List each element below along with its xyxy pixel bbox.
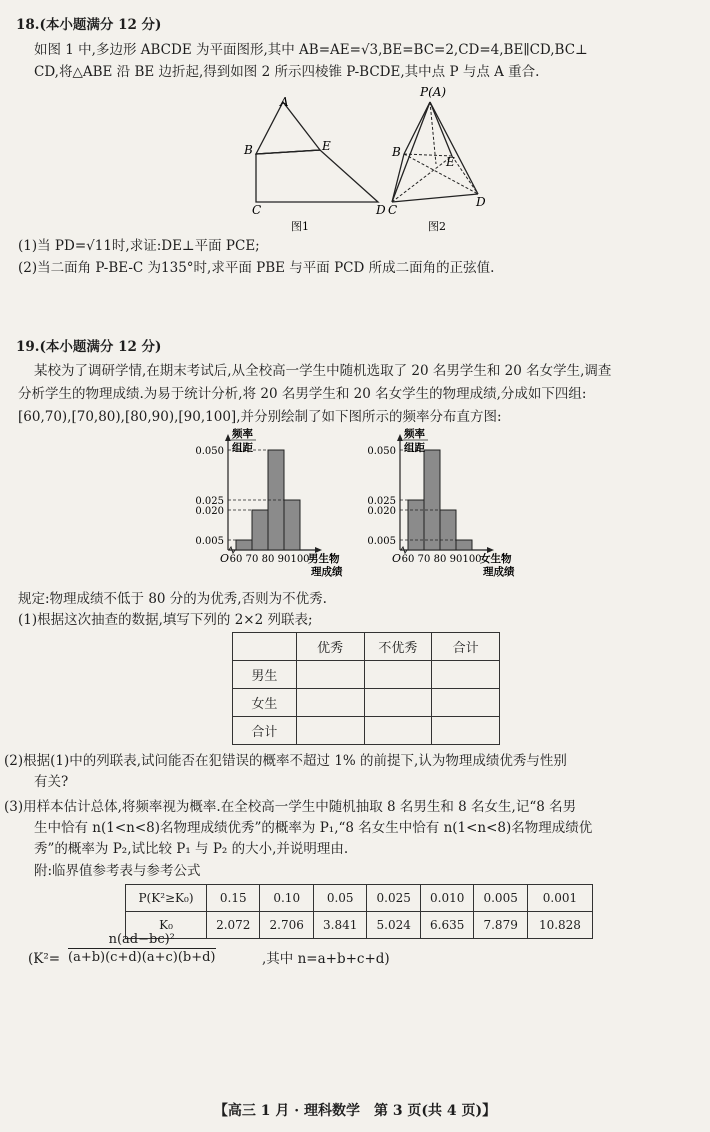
cv-k: 7.879 bbox=[474, 912, 527, 939]
q18-text-line1: 如图 1 中,多边形 ABCDE 为平面图形,其中 AB=AE=√3,BE=BC=2,CD=4,BE∥CD,BC⊥ bbox=[34, 42, 588, 58]
cv-row-label-k: K₀ bbox=[126, 912, 207, 939]
y-tick-label: 0.050 bbox=[195, 446, 224, 457]
histogram-bar bbox=[236, 540, 252, 550]
figure-1 bbox=[238, 92, 388, 232]
ct-row-female: 女生 bbox=[233, 689, 297, 717]
q19-appendix: 附:临界值参考表与参考公式 bbox=[34, 863, 201, 879]
y-tick-label: 0.020 bbox=[195, 506, 224, 517]
ct-cell bbox=[296, 717, 364, 745]
ct-cell bbox=[364, 717, 432, 745]
ct-header-excellent: 优秀 bbox=[296, 633, 364, 661]
fig2-label-d: D bbox=[476, 195, 486, 209]
formula-numerator: n(ad−bc)² bbox=[68, 932, 216, 949]
q19-header: 19.(本小题满分 12 分) bbox=[16, 339, 162, 355]
fig1-caption: 图1 bbox=[291, 220, 309, 232]
formula-fraction bbox=[68, 932, 216, 965]
q19-part3-line1: (3)用样本估计总体,将频率视为概率.在全校高一学生中随机抽取 8 名男生和 8 名女生,记“8 名男 bbox=[4, 799, 577, 815]
cv-k: 2.072 bbox=[207, 912, 260, 939]
histogram-bar bbox=[440, 510, 456, 550]
cv-k: 2.706 bbox=[260, 912, 313, 939]
ct-header-blank bbox=[233, 633, 297, 661]
critical-value-table bbox=[125, 884, 593, 939]
y-tick-label: 0.005 bbox=[195, 536, 224, 547]
x-label: 女生物 bbox=[480, 553, 512, 565]
fig1-label-a: A bbox=[280, 95, 289, 109]
ct-cell bbox=[432, 661, 500, 689]
cv-k: 3.841 bbox=[313, 912, 366, 939]
x-tick-label: 90 bbox=[449, 554, 463, 565]
x-tick-label: 100 bbox=[290, 554, 310, 565]
histogram-bar bbox=[408, 500, 424, 550]
fig1-label-c: C bbox=[252, 203, 262, 217]
cv-k: 6.635 bbox=[420, 912, 473, 939]
fig1-label-b: B bbox=[244, 143, 253, 157]
x-label-line2: 理成绩 bbox=[311, 566, 343, 578]
y-tick-label: 0.005 bbox=[367, 536, 396, 547]
y-label-top: 频率 bbox=[404, 428, 425, 440]
y-label-bottom: 组距 bbox=[232, 442, 253, 454]
cv-p: 0.15 bbox=[207, 885, 260, 912]
q19-part2-line2: 有关? bbox=[34, 774, 69, 790]
histogram-bar bbox=[456, 540, 472, 550]
contingency-table bbox=[232, 632, 500, 745]
figure-2 bbox=[386, 84, 506, 234]
x-tick-label: 90 bbox=[277, 554, 291, 565]
ct-cell bbox=[364, 661, 432, 689]
q19-text-line3: [60,70),[70,80),[80,90),[90,100],并分别绘制了如下图所示的频率分布直方图: bbox=[18, 409, 502, 425]
cv-p: 0.005 bbox=[474, 885, 527, 912]
q18-header: 18.(本小题满分 12 分) bbox=[16, 17, 162, 33]
fig2-label-e: E bbox=[446, 155, 455, 169]
cv-p: 0.001 bbox=[527, 885, 592, 912]
x-tick-label: 80 bbox=[261, 554, 275, 565]
x-label-line2: 理成绩 bbox=[483, 566, 515, 578]
y-axis-arrow bbox=[397, 434, 403, 441]
x-tick-label: 80 bbox=[433, 554, 447, 565]
cv-row-label-p: P(K²≥K₀) bbox=[126, 885, 207, 912]
q19-part3-line2: 生中恰有 n(1<n<8)名物理成绩优秀”的概率为 P₁,“8 名女生中恰有 n(1<n<8)名物理成绩优 bbox=[34, 820, 593, 836]
y-tick-label: 0.025 bbox=[367, 496, 396, 507]
x-label: 男生物 bbox=[308, 553, 340, 565]
fig1-label-e: E bbox=[322, 139, 331, 153]
formula-rhs: ,其中 n=a+b+c+d) bbox=[262, 951, 390, 967]
origin-label: O bbox=[392, 552, 402, 565]
q19-part1: (1)根据这次抽查的数据,填写下列的 2×2 列联表; bbox=[18, 612, 313, 628]
y-axis-arrow bbox=[225, 434, 231, 441]
ct-cell bbox=[364, 689, 432, 717]
ct-cell bbox=[432, 689, 500, 717]
histogram-bar bbox=[424, 450, 440, 550]
ct-cell bbox=[432, 717, 500, 745]
formula-denominator: (a+b)(c+d)(a+c)(b+d) bbox=[68, 950, 216, 965]
cv-p: 0.010 bbox=[420, 885, 473, 912]
cv-k: 10.828 bbox=[527, 912, 592, 939]
y-tick-label: 0.025 bbox=[195, 496, 224, 507]
ct-header-total: 合计 bbox=[432, 633, 500, 661]
y-tick-label: 0.050 bbox=[367, 446, 396, 457]
formula-lhs: (K²= bbox=[28, 951, 61, 967]
fig2-label-c: C bbox=[388, 203, 398, 217]
ct-row-total: 合计 bbox=[233, 717, 297, 745]
q19-part3-line3: 秀”的概率为 P₂,试比较 P₁ 与 P₂ 的大小,并说明理由. bbox=[34, 841, 349, 857]
fig2-label-b: B bbox=[392, 145, 401, 159]
x-tick-label: 100 bbox=[462, 554, 482, 565]
q19-text-line1: 某校为了调研学情,在期末考试后,从全校高一学生中随机选取了 20 名男学生和 20 名女学生,调查 bbox=[34, 363, 612, 379]
x-tick-label: 70 bbox=[245, 554, 259, 565]
cv-p: 0.025 bbox=[367, 885, 420, 912]
q18-text-line2: CD,将△ABE 沿 BE 边折起,得到如图 2 所示四棱锥 P-BCDE,其中点 P 与点 A 重合. bbox=[34, 64, 540, 80]
page-footer: 【高三 1 月 · 理科数学 第 3 页(共 4 页)】 bbox=[213, 1103, 497, 1119]
q19-part2-line1: (2)根据(1)中的列联表,试问能否在犯错误的概率不超过 1% 的前提下,认为物理成绩优秀与性别 bbox=[4, 753, 567, 769]
q19-rule: 规定:物理成绩不低于 80 分的为优秀,否则为不优秀. bbox=[18, 591, 327, 607]
x-tick-label: 60 bbox=[229, 554, 243, 565]
x-tick-label: 60 bbox=[401, 554, 415, 565]
y-label-bottom: 组距 bbox=[404, 442, 425, 454]
histogram-bar bbox=[252, 510, 268, 550]
fig2-caption: 图2 bbox=[428, 220, 446, 233]
histogram-bar bbox=[284, 500, 300, 550]
y-label-top: 频率 bbox=[232, 428, 253, 440]
ct-cell bbox=[296, 661, 364, 689]
fig2-label-p: P(A) bbox=[420, 85, 447, 99]
q19-text-line2: 分析学生的物理成绩.为易于统计分析,将 20 名男学生和 20 名女学生的物理成绩,分成如下四组: bbox=[18, 386, 587, 402]
fig1-label-d: D bbox=[376, 203, 386, 217]
ct-header-not-excellent: 不优秀 bbox=[364, 633, 432, 661]
cv-p: 0.10 bbox=[260, 885, 313, 912]
cv-k: 5.024 bbox=[367, 912, 420, 939]
ct-cell bbox=[296, 689, 364, 717]
ct-row-male: 男生 bbox=[233, 661, 297, 689]
q18-part1: (1)当 PD=√11时,求证:DE⊥平面 PCE; bbox=[18, 238, 260, 254]
histogram-female bbox=[350, 428, 528, 588]
cv-p: 0.05 bbox=[313, 885, 366, 912]
x-tick-label: 70 bbox=[417, 554, 431, 565]
origin-label: O bbox=[220, 552, 230, 565]
histogram-male bbox=[178, 428, 353, 588]
q18-part2: (2)当二面角 P-BE-C 为135°时,求平面 PBE 与平面 PCD 所成二面角的正弦值. bbox=[18, 260, 495, 276]
y-tick-label: 0.020 bbox=[367, 506, 396, 517]
